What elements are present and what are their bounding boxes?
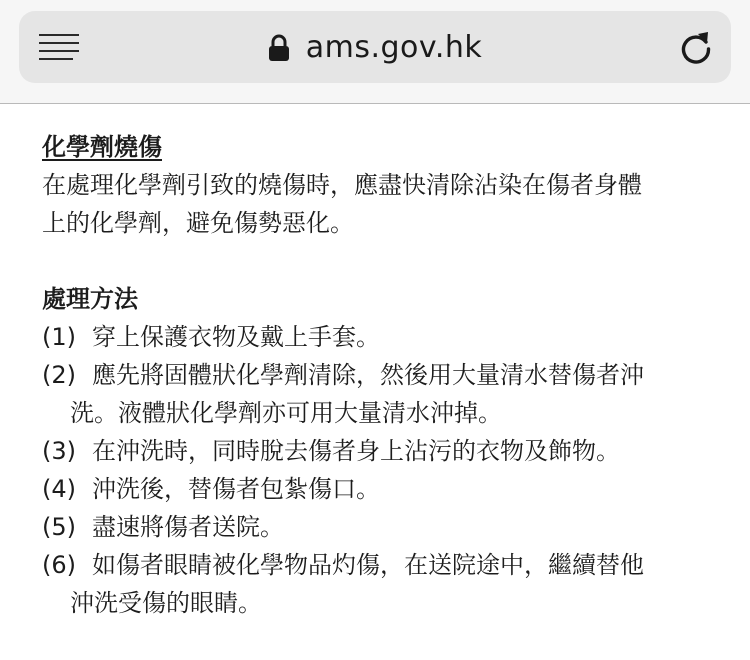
- intro-paragraph: [42, 166, 722, 242]
- step-item-4: [42, 470, 722, 508]
- step-line-continued: 沖洗受傷的眼睛。: [70, 589, 262, 617]
- step-line: 穿上保護衣物及戴上手套。: [92, 323, 380, 351]
- step-number: (4): [42, 475, 76, 503]
- browser-toolbar: [0, 0, 750, 104]
- step-item-6: [42, 546, 722, 622]
- step-line: 在沖洗時，同時脫去傷者身上沾污的衣物及飾物。: [92, 437, 620, 465]
- address-bar[interactable]: [19, 11, 731, 83]
- section-title: 化學劑燒傷: [42, 133, 162, 161]
- spacer: [42, 242, 722, 280]
- lock-icon: [268, 34, 290, 62]
- step-line: 如傷者眼睛被化學物品灼傷，在送院途中，繼續替他: [92, 551, 644, 579]
- intro-line-1: 在處理化學劑引致的燒傷時，應盡快清除沾染在傷者身體: [42, 171, 642, 199]
- step-text: [92, 470, 722, 508]
- step-item-5: [42, 508, 722, 546]
- step-item-1: [42, 318, 722, 356]
- step-item-2: [42, 356, 722, 432]
- method-title: 處理方法: [42, 285, 138, 313]
- step-item-3: [42, 432, 722, 470]
- reload-icon[interactable]: [679, 29, 713, 65]
- step-text: [92, 508, 722, 546]
- step-line: 應先將固體狀化學劑清除，然後用大量清水替傷者沖: [92, 361, 644, 389]
- step-number: (6): [42, 551, 76, 579]
- hamburger-menu-icon[interactable]: [39, 33, 79, 61]
- intro-line-2: 上的化學劑，避免傷勢惡化。: [42, 209, 354, 237]
- step-number: (5): [42, 513, 76, 541]
- steps-list: [42, 318, 722, 622]
- step-number: (2): [42, 361, 76, 389]
- step-text: [70, 546, 722, 622]
- article-content: [42, 128, 722, 622]
- url-text[interactable]: ams.gov.hk: [305, 29, 483, 65]
- step-text: [92, 318, 722, 356]
- step-text: [92, 432, 722, 470]
- step-number: (1): [42, 323, 76, 351]
- step-text: [70, 356, 722, 432]
- step-number: (3): [42, 437, 76, 465]
- step-line-continued: 洗。液體狀化學劑亦可用大量清水沖掉。: [70, 399, 502, 427]
- step-line: 沖洗後，替傷者包紮傷口。: [92, 475, 380, 503]
- step-line: 盡速將傷者送院。: [92, 513, 284, 541]
